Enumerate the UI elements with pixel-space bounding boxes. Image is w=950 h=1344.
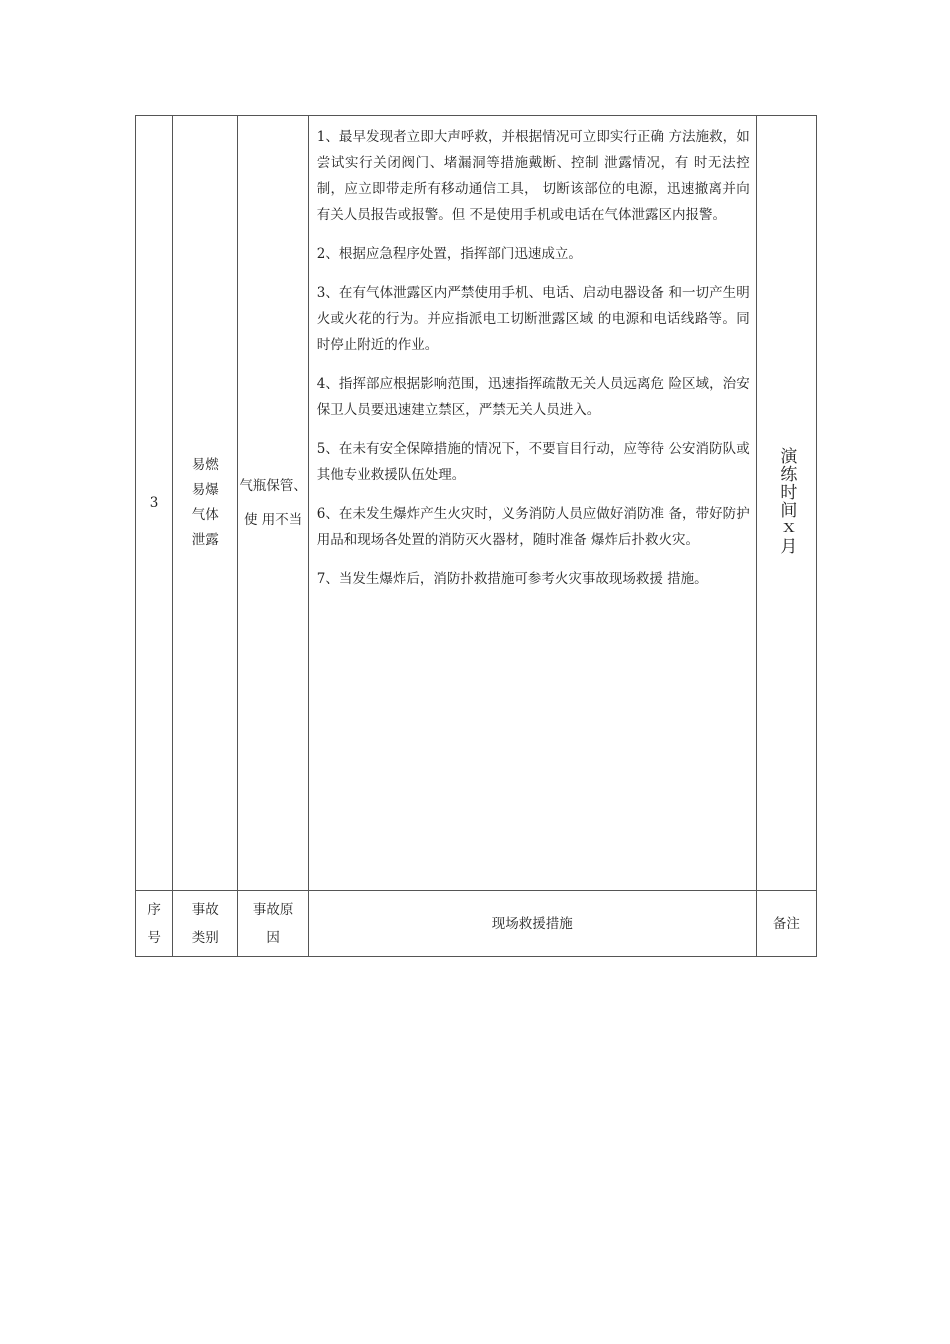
measure-item: 1、最早发现者立即大声呼救，并根据情况可立即实行正确 方法施救，如尝试实行关闭阀门、堵漏洞等措施戴断、控制 泄露情况，有 时无法控制，应立即带走所有移动通信工具， 切断该部位的电源，迅速撤离并向有关人员报告或报警。但 不是使用手机或电话在气体泄露区内报警。 xyxy=(316,129,750,223)
measures-cell xyxy=(308,116,756,891)
cause-cell: 气瓶保管、使 用不当 xyxy=(238,116,308,891)
accident-type-cell xyxy=(173,116,238,891)
measure-item: 4、指挥部应根据影响范围，迅速指挥疏散无关人员远离危 险区域，治安保卫人员要迅速建立禁区，严禁无关人员进入。 xyxy=(316,376,750,418)
measure-item: 3、在有气体泄露区内严禁使用手机、电话、启动电器设备 和一切产生明火或火花的行为。并应指派电工切断泄露区域 的电源和电话线路等。同时停止附近的作业。 xyxy=(316,285,750,353)
note-cell xyxy=(756,116,816,891)
seq-cell: 3 xyxy=(136,116,173,891)
measure-item: 7、当发生爆炸后，消防扑救措施可参考火灾事故现场救援 措施。 xyxy=(316,571,708,587)
rescue-measures-table xyxy=(135,115,817,957)
header-cause: 事故原因 xyxy=(238,891,308,957)
table-row xyxy=(136,116,817,891)
accident-type-line: 易燃 xyxy=(191,457,219,473)
measure-item: 2、根据应急程序处置，指挥部门迅速成立。 xyxy=(316,246,582,262)
header-accident-type: 事故类别 xyxy=(173,891,238,957)
header-note: 备注 xyxy=(756,891,816,957)
note-text: 演练时间ｘ月 xyxy=(776,447,797,555)
accident-type-line: 气体 xyxy=(191,507,219,523)
header-measures: 现场救援措施 xyxy=(308,891,756,957)
header-seq: 序号 xyxy=(136,891,173,957)
accident-type-line: 泄露 xyxy=(191,532,219,548)
accident-type-line: 易爆 xyxy=(191,482,219,498)
measure-item: 6、在未发生爆炸产生火灾时，义务消防人员应做好消防准 备，带好防护用品和现场各处置的消防灭火器材，随时准备 爆炸后扑救火灾。 xyxy=(316,506,750,548)
header-row xyxy=(136,891,817,957)
measure-item: 5、在未有安全保障措施的情况下，不要盲目行动，应等待 公安消防队或其他专业救援队伍处理。 xyxy=(316,441,750,483)
